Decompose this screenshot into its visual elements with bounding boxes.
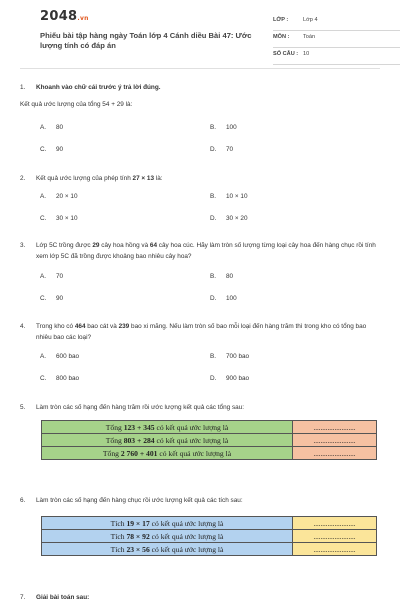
answer-blank[interactable]: ........................ bbox=[293, 434, 377, 447]
q1-option-d[interactable]: D. 70 bbox=[210, 146, 234, 153]
q3-option-b[interactable]: B. 80 bbox=[210, 273, 234, 280]
table-row: Tổng 803 + 284 có kết quả ước lượng là ........................ bbox=[42, 434, 377, 447]
table-row: Tích 23 × 56 có kết quả ước lượng là ........................ bbox=[42, 543, 377, 556]
worksheet-meta bbox=[273, 14, 400, 65]
worksheet-page: 2048.vn Phiếu bài tập hàng ngày Toán lớp 4 Cánh diều Bài 47: Ước lượng tính có đáp án LỚP : Lớp 4 MÔN : Toán SỐ CÂU : 10 1. Khoanh vào chữ cái trước ý trả lời đúng. Kết quả ước lượng của tổng 54 + 29 là: A. 80 B. 100 C. 90 D. 70 2. Kết quả ước lượng của phép tính 27 × 13 là: A. 20 × 10 B. 10 × 10 C. 30 × 10 D. 30 × 20 3. Lớp 5C trồng được 29 cây hoa hồng và 64 cây hoa cúc. Hãy làm tròn số lượng từng loại cây hoa đến hàng chục rồi tính xem lớp 5C đã trồng được khoảng bao nhiêu cây hoa? A. 70 B. 80 C. 90 D. 100 4. Trong kho có 464 bao cát và 239 bao xi măng. Nếu làm tròn số bao mỗi loại đến hàng trăm thì trong kho có tổng bao nhiêu bao các loại? A. 600 bao B. 700 bao C. 800 bao D. 900 bao 5. Làm tròn các số hạng đến hàng trăm rồi ước lượng kết quả các tổng sau: Tổng 123 + 345 có kết quả ước lượng là ........................ Tổng 803 + 284 có kết quả ước lượng là ........................ Tổng 2 760 + 401 có kết quả ước lượng là ........................ 6. Làm tròn các số hạng đến hàng chục rồi ước lượng kết quả các tích sau: Tích 19 × 17 có kết quả ước lượng là ........................ Tích 78 × 92 có kết quả ước lượng là ........................ Tích 23 × 56 có kết quả ước lượng là ........................ 7. Giải bài toán sau: bbox=[0, 0, 400, 600]
q2-option-c[interactable]: C. 30 × 10 bbox=[40, 215, 78, 222]
answer-blank[interactable]: ........................ bbox=[293, 517, 377, 530]
meta-row-count: SỐ CÂU : 10 bbox=[273, 48, 400, 65]
meta-row-class: LỚP : Lớp 4 bbox=[273, 14, 400, 31]
q4-option-d[interactable]: D. 900 bao bbox=[210, 375, 250, 382]
product-estimate-table bbox=[41, 516, 377, 556]
header-divider bbox=[20, 68, 380, 69]
q1-option-a[interactable]: A. 80 bbox=[40, 124, 64, 131]
meta-row-subject: MÔN : Toán bbox=[273, 31, 400, 48]
q2-option-a[interactable]: A. 20 × 10 bbox=[40, 193, 78, 200]
q4-option-c[interactable]: C. 800 bao bbox=[40, 375, 80, 382]
q2-option-b[interactable]: B. 10 × 10 bbox=[210, 193, 248, 200]
q2-option-d[interactable]: D. 30 × 20 bbox=[210, 215, 248, 222]
answer-blank[interactable]: ........................ bbox=[293, 530, 377, 543]
q3-option-d[interactable]: D. 100 bbox=[210, 295, 237, 302]
worksheet-title: Phiếu bài tập hàng ngày Toán lớp 4 Cánh diều Bài 47: Ước lượng tính có đáp án bbox=[40, 31, 252, 50]
q1-option-c[interactable]: C. 90 bbox=[40, 146, 64, 153]
answer-blank[interactable]: ........................ bbox=[293, 421, 377, 434]
sum-estimate-table bbox=[41, 420, 377, 460]
worksheet-header bbox=[20, 0, 380, 66]
site-logo[interactable]: 2048.vn bbox=[40, 9, 89, 24]
table-row: Tổng 123 + 345 có kết quả ước lượng là ........................ bbox=[42, 421, 377, 434]
q4-option-b[interactable]: B. 700 bao bbox=[210, 353, 250, 360]
answer-blank[interactable]: ........................ bbox=[293, 447, 377, 460]
table-row: Tích 19 × 17 có kết quả ước lượng là ........................ bbox=[42, 517, 377, 530]
question-1-prompt: Kết quả ước lượng của tổng 54 + 29 là: bbox=[20, 101, 133, 108]
q1-option-b[interactable]: B. 100 bbox=[210, 124, 237, 131]
q4-option-a[interactable]: A. 600 bao bbox=[40, 353, 80, 360]
q3-option-a[interactable]: A. 70 bbox=[40, 273, 64, 280]
table-row: Tổng 2 760 + 401 có kết quả ước lượng là ........................ bbox=[42, 447, 377, 460]
q3-option-c[interactable]: C. 90 bbox=[40, 295, 64, 302]
table-row: Tích 78 × 92 có kết quả ước lượng là ........................ bbox=[42, 530, 377, 543]
answer-blank[interactable]: ........................ bbox=[293, 543, 377, 556]
